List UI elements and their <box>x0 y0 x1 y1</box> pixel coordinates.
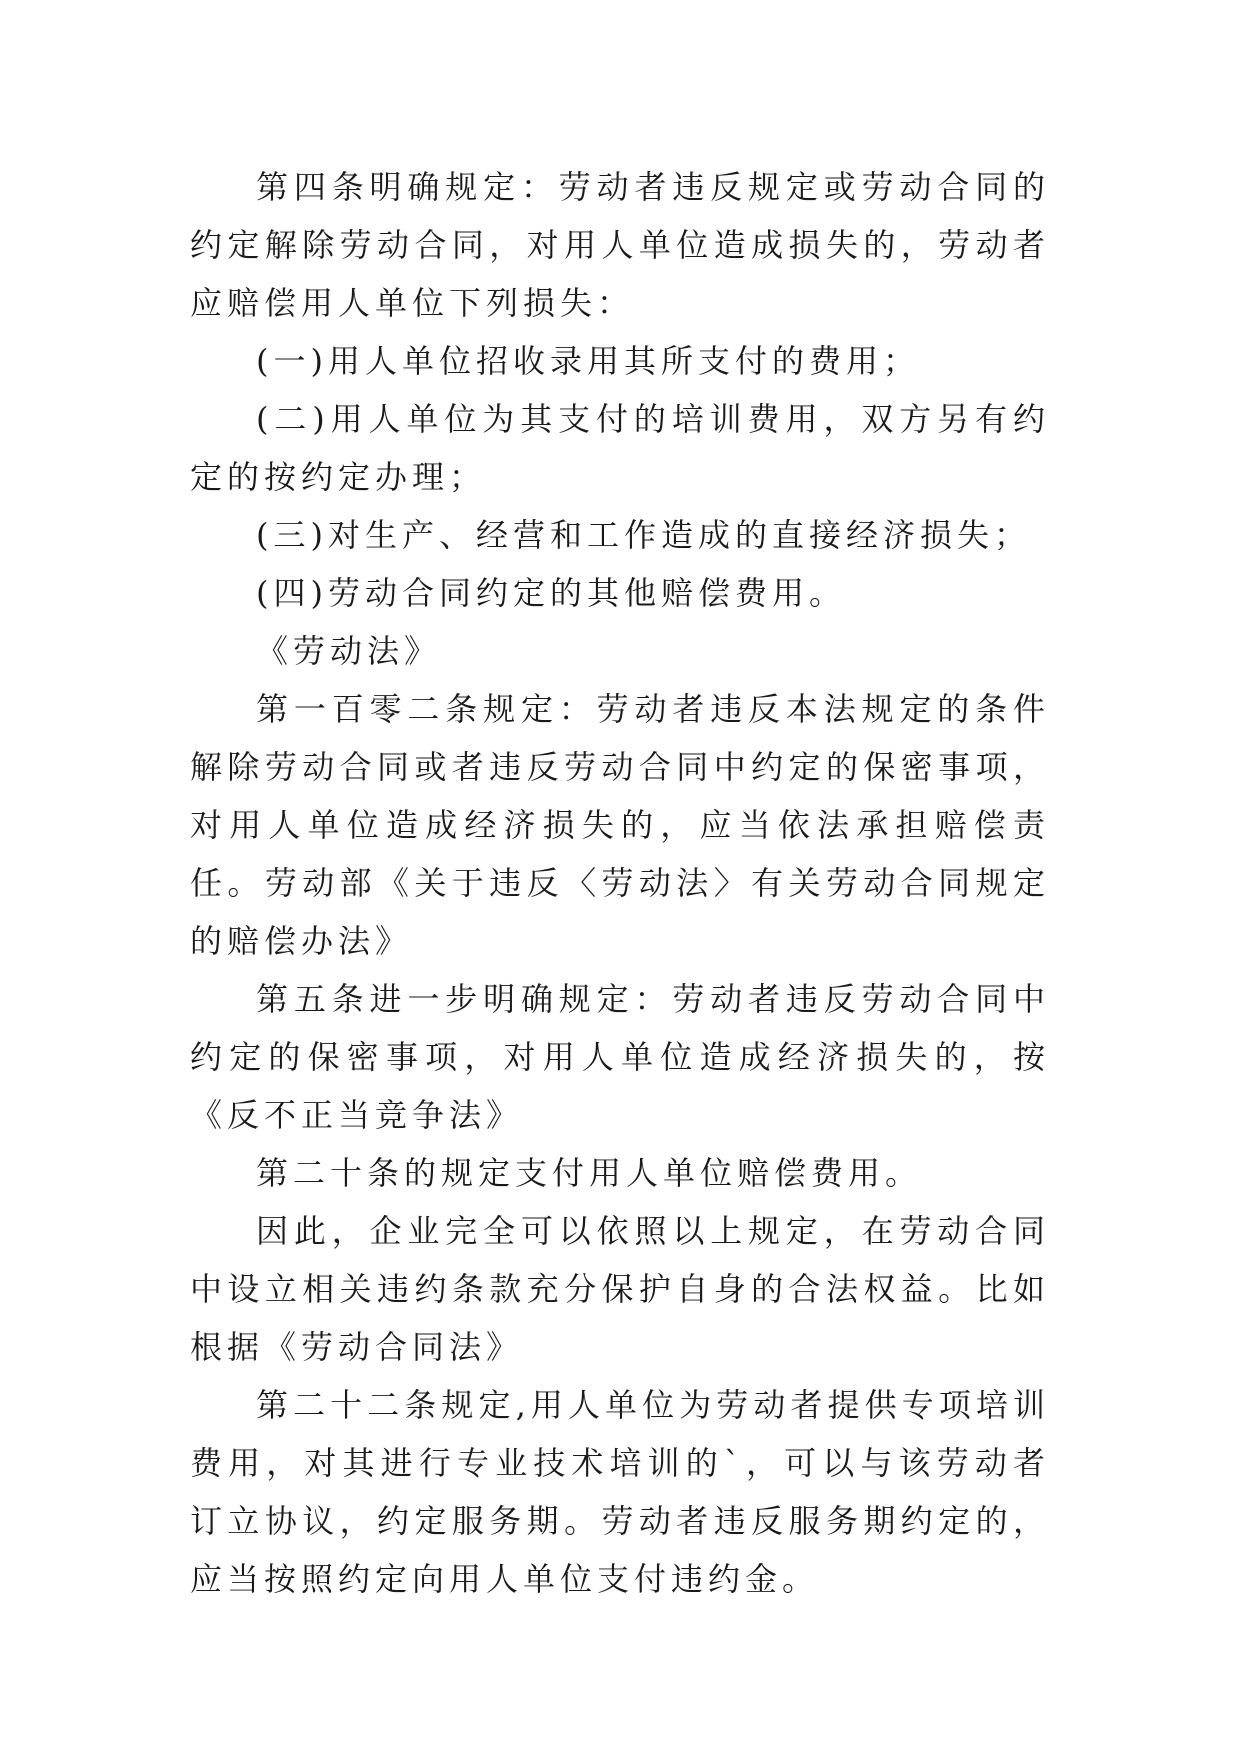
list-item-1: (一)用人单位招收录用其所支付的费用； <box>256 342 920 380</box>
paragraph-article-20: 第二十条的规定支付用人单位赔偿费用。 <box>256 1154 923 1192</box>
list-item-2: (二)用人单位为其支付的培训费用，双方另有约定的按约定办理； <box>190 400 1050 496</box>
paragraph-conclusion: 因此，企业完全可以依照以上规定，在劳动合同中设立相关违约条款充分保护自身的合法权益。比如根据《劳动合同法》 <box>190 1212 1050 1366</box>
list-item-4: (四)劳动合同约定的其他赔偿费用。 <box>256 574 846 612</box>
paragraph-article-5: 第五条进一步明确规定：劳动者违反劳动合同中约定的保密事项，对用人单位造成经济损失的，按《反不正当竞争法》 <box>190 980 1050 1134</box>
paragraph-article-4: 第四条明确规定：劳动者违反规定或劳动合同的约定解除劳动合同，对用人单位造成损失的，劳动者应赔偿用人单位下列损失： <box>190 168 1050 322</box>
section-heading-labor-law: 《劳动法》 <box>256 632 442 670</box>
list-item-3: (三)对生产、经营和工作造成的直接经济损失； <box>256 516 1031 554</box>
document-page <box>190 158 1050 1608</box>
paragraph-article-102: 第一百零二条规定：劳动者违反本法规定的条件解除劳动合同或者违反劳动合同中约定的保密事项，对用人单位造成经济损失的，应当依法承担赔偿责任。劳动部《关于违反〈劳动法〉有关劳动合同规定的赔偿办法》 <box>190 690 1050 960</box>
paragraph-article-22: 第二十二条规定,用人单位为劳动者提供专项培训费用，对其进行专业技术培训的`，可以与该劳动者订立协议，约定服务期。劳动者违反服务期约定的，应当按照约定向用人单位支付违约金。 <box>190 1386 1050 1598</box>
